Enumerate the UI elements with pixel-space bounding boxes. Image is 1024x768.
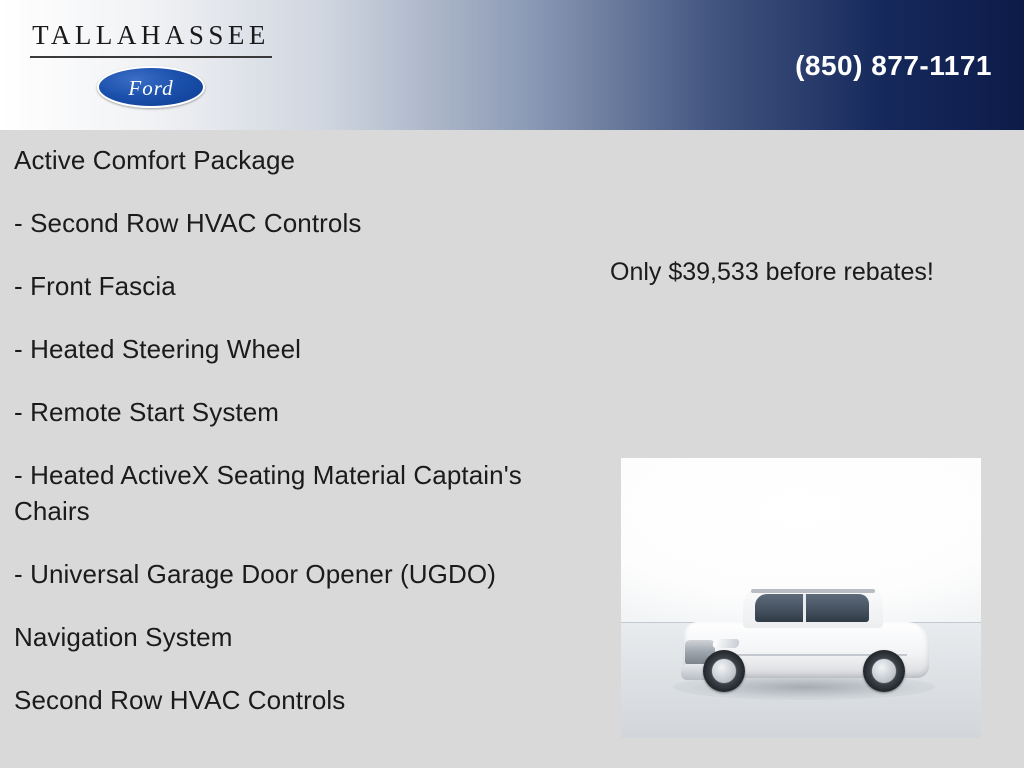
suv-front-hub (712, 659, 736, 683)
list-item: Navigation System (14, 622, 233, 652)
suv-illustration-icon (677, 576, 935, 694)
vehicle-photo (621, 458, 981, 738)
list-item: Second Row HVAC Controls (14, 685, 346, 715)
header-banner (0, 0, 1024, 130)
list-item: - Front Fascia (14, 271, 176, 301)
list-item: - Remote Start System (14, 397, 280, 427)
suv-front-wheel (703, 650, 745, 692)
list-item: - Heated ActiveX Seating Material Captain's Chairs (14, 460, 522, 526)
slide-content (0, 130, 1024, 768)
suv-headlight (712, 639, 740, 648)
price-callout: Only $39,533 before rebates! (610, 258, 934, 286)
list-item: - Second Row HVAC Controls (14, 208, 362, 238)
suv-window-glass (755, 594, 869, 622)
dealer-phone-number: (850) 877-1171 (795, 50, 992, 81)
dealer-name-rule (30, 56, 272, 58)
suv-window-pillar (803, 594, 806, 622)
suv-roof-rail (751, 589, 875, 593)
dealer-name: TALLAHASSEE (32, 20, 270, 50)
suv-rear-hub (872, 659, 896, 683)
list-item: - Universal Garage Door Opener (UGDO) (14, 559, 496, 589)
list-item: - Heated Steering Wheel (14, 334, 302, 364)
suv-rear-wheel (863, 650, 905, 692)
list-item: Active Comfort Package (14, 145, 296, 175)
dealer-logo (26, 18, 276, 108)
ford-logo-text: Ford (128, 76, 174, 100)
feature-list (14, 142, 580, 718)
ford-oval-logo-icon (97, 66, 205, 108)
